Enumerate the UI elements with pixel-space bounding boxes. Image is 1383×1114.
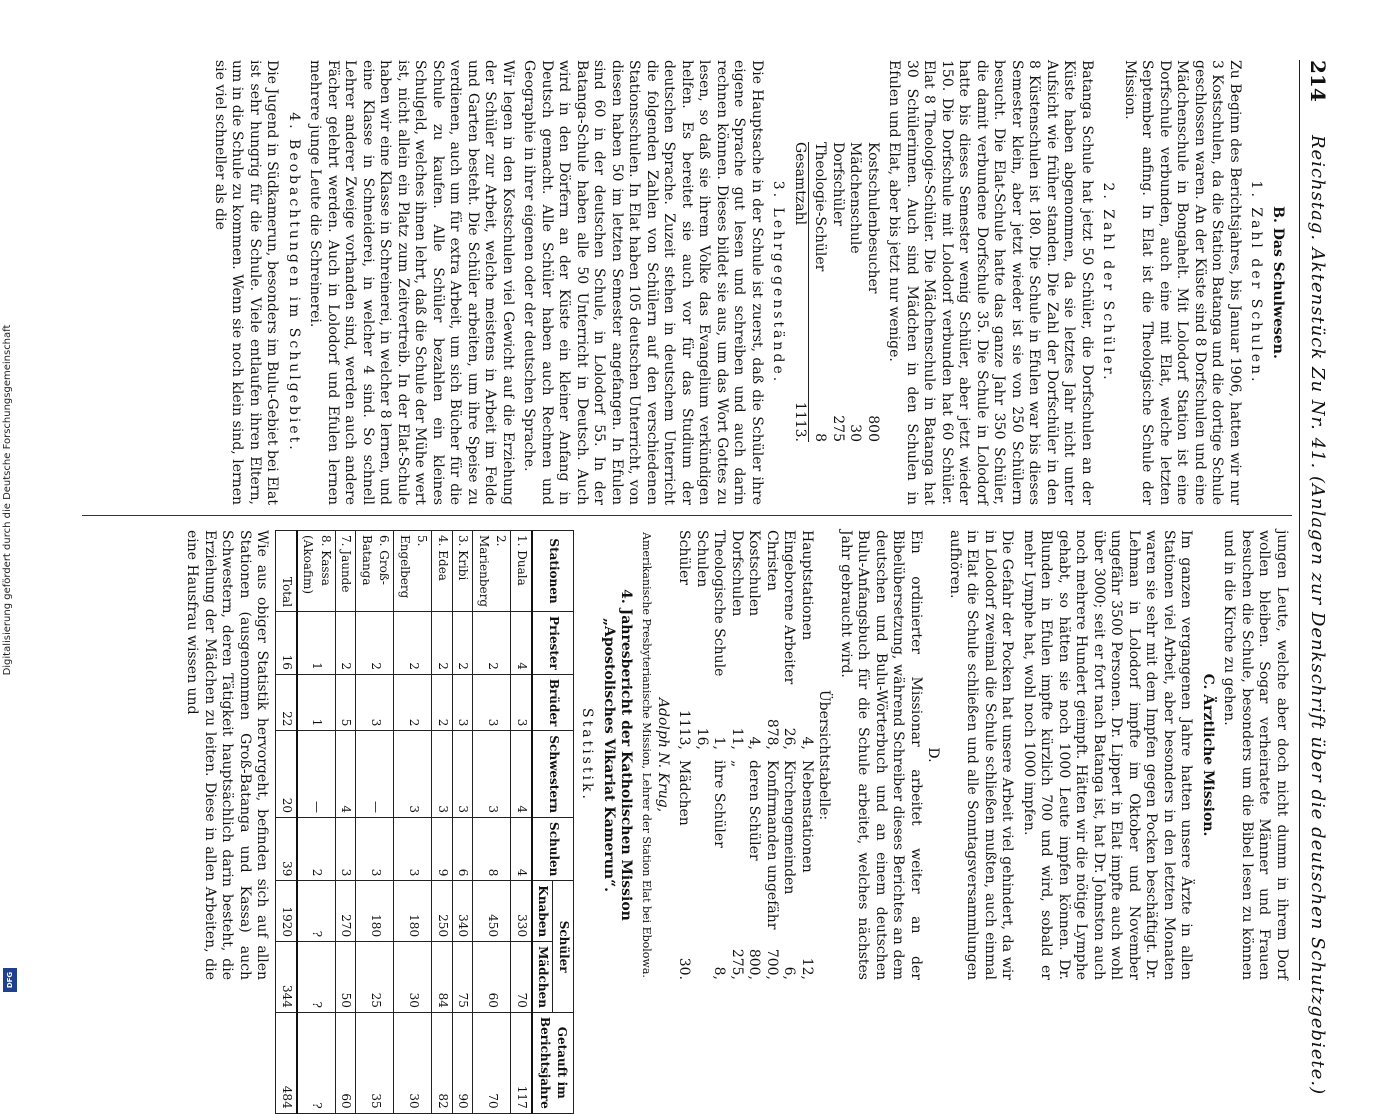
stat-label: Kostschulenbesucher: [865, 142, 881, 294]
overview-value: 700,: [764, 948, 780, 980]
table-cell: 8. Kassa (Akoafim): [297, 531, 336, 612]
overview-row: [710, 530, 728, 980]
table-cell: 3: [394, 818, 432, 881]
overview-row: [798, 530, 816, 980]
column-divider: [82, 515, 1292, 516]
table-cell: ?: [297, 881, 336, 942]
overview-row: [745, 530, 763, 980]
page-header: [1299, 60, 1330, 1096]
table-cell: 25: [356, 942, 394, 1013]
table-cell: ?: [297, 1012, 336, 1113]
overview-value: 12,: [799, 957, 815, 980]
table-cell: 3: [473, 674, 511, 731]
dfg-logo-text: DFG: [6, 971, 14, 989]
table-total-row: [276, 531, 297, 1114]
overview-value: 1,: [711, 736, 728, 750]
heading-observations: 4. Beobachtungen im Schulgebiet.: [286, 112, 302, 453]
table-cell: —: [356, 731, 394, 818]
stat-row: [846, 142, 864, 442]
credit-sidebar: [0, 0, 20, 1000]
overview-value: 800,: [746, 948, 763, 980]
heading-pupils: 2. Zahl der Schüler.: [1100, 182, 1117, 383]
table-cell: 1: [297, 612, 336, 675]
overview-row: [693, 530, 711, 980]
table-row: [356, 531, 394, 1114]
heading-schools: 1. Zahl der Schulen.: [1248, 180, 1265, 385]
table-cell: 117: [511, 1012, 532, 1113]
overview-value: 275,: [729, 948, 745, 980]
overview-label: Schüler: [676, 530, 693, 585]
table-cell: 3: [394, 731, 432, 818]
table-row: [336, 531, 357, 1114]
table-cell: 3: [356, 674, 394, 731]
table-cell: 4: [336, 731, 357, 818]
heading-subjects: 3. Lehrgegenstände.: [770, 180, 787, 385]
catholic-report-title: 4. Jahresbericht der Katholischen Mission „Apostolisches Vikariat Kamerun“.: [601, 589, 635, 921]
overview-label: Nebenstationen: [799, 760, 815, 873]
stat-label: Mädchenschule: [847, 142, 864, 254]
table-cell: 2: [453, 612, 474, 675]
table-row: [297, 531, 336, 1114]
paragraph-observations: Die Jugend in Südkamerun, besonders im Bulu-Gebiet bei Elat ist sehr hungrig für die Schule. Viele entlaufen ihren Eltern, um in die Schule zu kommen. Wenn sie noch klein sind, lernen sie viel schneller als die: [212, 60, 281, 505]
col-header: Mädchen: [532, 942, 553, 1013]
table-cell: 484: [276, 1012, 297, 1113]
table-cell: 4. Edea: [432, 531, 453, 612]
table-cell: 6. Groß-Batanga: [356, 531, 394, 612]
stat-total-label: Gesamtzahl: [792, 142, 808, 226]
table-cell: 4: [511, 731, 532, 818]
overview-value: 1113,: [676, 709, 693, 750]
col-header: Schulen: [532, 818, 574, 881]
table-cell: 3: [453, 731, 474, 818]
table-cell: 75: [453, 942, 474, 1013]
table-cell: 180: [356, 881, 394, 942]
overview-label: ihre Schüler: [711, 760, 728, 848]
overview-label: Mädchen: [676, 760, 693, 826]
table-cell: 22: [276, 674, 297, 731]
dfg-logo: [3, 968, 17, 992]
running-title: Reichstag. Aktenstück Zu Nr. 41. (Anlagen zur Denkschrift über die deutschen Schutzgebiete.): [1307, 135, 1328, 1096]
paragraph-sisters: Wie aus obiger Statistik hervorgeht, befinden sich auf allen Stationen (ausgenommen Groß-Batanga und Kassa) auch Schwestern, deren Tätigkeit hauptsächlich darin besteht, die Erziehung der Mädchen zu leiten. Diese in allen Arbeiten, die eine Hausfrau wissen und: [184, 530, 271, 980]
overview-value: 11,: [729, 727, 745, 750]
table-row: [453, 531, 474, 1114]
overview-label: Hauptstationen: [799, 530, 815, 641]
overview-label: Christen: [764, 530, 780, 592]
paragraph-translation: Ein ordinierter Missionar arbeitet weiter an der Bibelübersetzung, während Schreiber dieses Berichtes an dem deutschen und Bulu-Wörterbuch und an einem deutschen Bulu-Anfangsbuch für die Schule arbeitet, welches nächstes Jahr gebraucht wird.: [838, 530, 924, 980]
overview-row: [675, 530, 693, 980]
overview-row: [728, 530, 746, 980]
paragraph-schools: Zu Beginn des Berichtsjahres, bis Januar 1906, hatten wir nur 3 Kostschulen, da die Station Batanga und die dortige Schule geschlossen waren. An der Küste sind 8 Dorfschulen und eine Mädchenschule in Bongahelt. Mit Lolodorf Station ist eine Dorfschule verbunden, auch eine mit Elat, welche letzten September anfing. In Elat ist die Theologische Schule der Mission.: [1122, 60, 1243, 505]
stat-row: [864, 142, 882, 442]
table-cell: 70: [511, 942, 532, 1013]
overview-row: [780, 530, 798, 980]
section-d-heading: D.: [925, 747, 942, 763]
paragraph-continued: jungen Leute, welche aber doch nicht dumm in ihrem Dorf wollen bleiben. Sogar verheiratete Männer und Frauen besuchen die Schule, besonders um die Bibel lesen zu können und in die Kirche zu gehen.: [1221, 530, 1290, 980]
col-header: Getauft im Berichtsjahre: [532, 1012, 574, 1113]
table-cell: 3: [356, 818, 394, 881]
table-row: [394, 531, 432, 1114]
table-cell: 4: [511, 818, 532, 881]
overview-label: Dorfschulen: [729, 530, 745, 617]
table-cell: 82: [432, 1012, 453, 1113]
col-header: Schwestern: [532, 731, 574, 818]
stat-value: 30: [847, 424, 864, 442]
overview-value: 4,: [746, 736, 763, 750]
col-header: Brüder: [532, 674, 574, 731]
overview-label: deren Schüler: [746, 760, 763, 861]
funding-credit: Digitalisierung gefördert durch die Deutsche Forschungsgemeinschaft: [2, 324, 13, 676]
overview-value: 6,: [781, 966, 798, 980]
section-c-heading: C. Ärztliche Mission.: [1200, 673, 1216, 837]
table-cell: 340: [453, 881, 474, 942]
stat-row: [829, 142, 847, 442]
overview-label: Kirchengemeinden: [781, 760, 798, 895]
overview-value: 878,: [764, 718, 780, 750]
table-cell: 180: [394, 881, 432, 942]
table-cell: 16: [276, 612, 297, 675]
col-header: Priester: [532, 612, 574, 675]
table-cell: 5: [336, 674, 357, 731]
table-cell: 2. Marienberg: [473, 531, 511, 612]
table-cell: 60: [336, 1012, 357, 1113]
table-cell: 2: [394, 674, 432, 731]
left-column: [207, 60, 1291, 505]
stat-label: Theologie-Schüler: [812, 142, 829, 272]
pupil-stats: [791, 120, 882, 442]
table-cell: 7. Jaunde: [336, 531, 357, 612]
table-row: [473, 531, 511, 1114]
paragraph-subjects: Die Hauptsache in der Schule ist zuerst, daß die Schüler ihre eigene Sprache gut lesen und schreiben und auch darin rechnen können. Dieses bildet sie aus, um das Wort Gottes zu lesen, so daß sie ihrem Volke das Evangelium verkündigen helfen. Es bereitet sie auch vor für das Studium der deutschen Sprache. Zuzeit stehen in deutschem Unterricht die folgenden Zahlen von Schülern auf den verschiedenen Stationsschulen. In Elat haben 105 deutschen Unterricht, von diesen haben 50 im letzten Semester angefangen. In Efulen sind 60 in der deutschen Schule, in Lolodorf 55. In der Batanga-Schule haben alle 50 Unterricht in Deutsch. Auch wird in den Dörfern an der Küste ein kleiner Anfang in Deutsch gemacht. Alle Schüler haben auch Rechnen und Geographie in ihrer eigenen oder der deutschen Sprache.: [521, 60, 765, 505]
table-cell: 4: [511, 612, 532, 675]
table-cell: 3: [336, 818, 357, 881]
paragraph-smallpox: Die Gefahr der Pocken hat unsere Arbeit viel gehindert, da wir in Lolodorf zweimal die Schule schließen mußten, auch einmal in Elat die Schule schließen und alle Sonntagsversammlungen aufhören.: [947, 530, 1016, 980]
table-cell: 270: [336, 881, 357, 942]
table-cell: 2: [336, 612, 357, 675]
table-row: [432, 531, 453, 1114]
table-cell: 250: [432, 881, 453, 942]
col-group-header: Schüler: [553, 881, 574, 1013]
paragraph-pupils: Batanga Schule hat jetzt 50 Schüler, die Dorfschulen an der Küste haben abgenommen, da sie letztes Jahr nicht unter Aufsicht wie früher standen. Die Zahl der Dorfschüler in den 8 Küstenschulen ist 180. Die Schule in Efulen war bis dieses Semester klein, aber jetzt wieder ist sie von 250 Schülern besucht. Die Elat-Schule hatte das ganze Jahr 350 Schüler, die damit verbundene Dorfschule 35. Die Schule in Lolodorf hatte bis dieses Semester wenig Schüler, aber jetzt wieder 150. Die Dorfschule mit Lolodorf verbunden hat 60 Schüler. Elat 8 Theologie-Schüler. Die Mädchenschule in Batanga hat 30 Schülerinnen. Auch sind Mädchen in den Schulen in Efulen und Elat, aber bis jetzt nur wenige.: [886, 60, 1095, 505]
table-cell: 330: [511, 881, 532, 942]
rotated-page: [70, 60, 1330, 1109]
table-cell: 3: [432, 731, 453, 818]
overview-label: Schulen: [694, 530, 710, 588]
overview-label: Eingeborene Arbeiter: [781, 530, 798, 685]
table-cell: 35: [356, 1012, 394, 1113]
overview-label: Theologische Schule: [711, 530, 728, 677]
overview-value: 8,: [711, 966, 728, 980]
table-row: [511, 531, 532, 1114]
overview-label: „: [729, 760, 745, 768]
table-cell: 60: [473, 942, 511, 1013]
overview-label: Konfirmanden ungefähr: [764, 760, 780, 930]
col-header: Stationen: [532, 531, 574, 612]
table-header-row: [553, 531, 574, 1114]
table-cell: 1: [297, 674, 336, 731]
table-cell: Total: [276, 531, 297, 612]
page-number: 214: [1306, 60, 1330, 102]
table-cell: 2: [432, 612, 453, 675]
section-b-heading: B. Das Schulwesen.: [1270, 206, 1286, 359]
table-cell: 20: [276, 731, 297, 818]
stat-label: Dorfschüler: [830, 142, 846, 227]
table-cell: 1. Duala: [511, 531, 532, 612]
paragraph-work: Wir legen in den Kostschulen viel Gewicht auf die Erziehung der Schüler zur Arbeit, welche meistens in Arbeit im Felde und Garten besteht. Die Schüler arbeiten, um ihre Speise zu verdienen, auch um für extra Arbeit, um sich Bücher für die Schule zu kaufen. Alle Schüler bezahlen ein kleines Schulgeld, welches ihnen lehrt, daß die Schule der Mühe wert ist, nicht allein ein Platz zum Zeitvertreib. In der Elat-Schule haben wir eine Klasse in Schreinerei, in welcher 8 lernen, und eine Klasse in Schneiderei, in welcher 4 sind. So schnell Lehrer anderer Zweige vorhanden sind, werden auch andere Fächer gelehrt werden. Auch in Lolodorf und Efulen lernen mehrere junge Leute die Schreinerei.: [307, 60, 516, 505]
statistik-heading: Statistik.: [579, 708, 596, 802]
overview-value: 16,: [694, 727, 710, 750]
table-cell: 344: [276, 942, 297, 1013]
table-cell: 70: [473, 1012, 511, 1113]
stat-value: 800: [865, 415, 881, 442]
station-statistics-table: [276, 530, 575, 1114]
table-cell: 90: [453, 1012, 474, 1113]
table-cell: 450: [473, 881, 511, 942]
signature-note: Amerikanische Presbyterianische Mission, Lehrer der Station Elat bei Ebolowa.: [640, 532, 654, 978]
table-cell: 39: [276, 818, 297, 881]
overview-row: [763, 530, 781, 980]
table-cell: —: [297, 731, 336, 818]
table-cell: 9: [432, 818, 453, 881]
table-cell: 3: [511, 674, 532, 731]
overview-value: 4,: [799, 736, 815, 750]
overview-value: 26,: [781, 727, 798, 750]
stat-total-value: 1113.: [792, 401, 808, 442]
table-cell: 84: [432, 942, 453, 1013]
table-cell: 2: [394, 612, 432, 675]
overview-title: Übersichtstabelle:: [816, 689, 833, 821]
table-cell: 3. Kribi: [453, 531, 474, 612]
stat-total-row: [791, 142, 810, 442]
table-cell: 30: [394, 1012, 432, 1113]
right-column: [179, 530, 1290, 1109]
table-cell: 1920: [276, 881, 297, 942]
table-cell: 3: [473, 731, 511, 818]
col-header: Knaben: [532, 881, 553, 942]
overview-label: Kostschulen: [746, 530, 763, 617]
table-cell: 5. Engelberg: [394, 531, 432, 612]
paragraph-medical: Im ganzen vergangenen Jahre hatten unsere Ärzte in allen Stationen viel Arbeit, aber besonders in den letzten Monaten waren sie sehr mit dem Impfen gegen Pocken beschäftigt. Dr. Lehman in Lolodorf impfte im Oktober und November ungefähr 3500 Personen. Dr. Lippert in Elat impfte auch wohl über 3000; seit er fort nach Batanga ist, hat Dr. Johnston auch noch mehrere Hundert geimpft. Hätten wir die nötige Lymphe gehabt, so hätten sie noch 1000 Leute impfen können. Dr. Blunden in Efulen impfte kürzlich 700 und wird, sobald er mehr Lymphe hat, wohl noch 1000 impfen.: [1021, 530, 1195, 980]
table-cell: 2: [473, 612, 511, 675]
table-cell: ?: [297, 942, 336, 1013]
signature: Adolph N. Krug,: [655, 697, 671, 813]
table-cell: 30: [394, 942, 432, 1013]
overview-value: 30.: [676, 957, 693, 980]
table-cell: 50: [336, 942, 357, 1013]
table-cell: 8: [473, 818, 511, 881]
overview-table: [675, 530, 815, 980]
stat-value: 275: [830, 415, 846, 442]
table-cell: 2: [297, 818, 336, 881]
table-cell: 6: [453, 818, 474, 881]
table-cell: 2: [432, 674, 453, 731]
stat-row: [811, 142, 829, 442]
stat-value: 8: [812, 433, 829, 442]
table-cell: 2: [356, 612, 394, 675]
table-cell: 3: [453, 674, 474, 731]
